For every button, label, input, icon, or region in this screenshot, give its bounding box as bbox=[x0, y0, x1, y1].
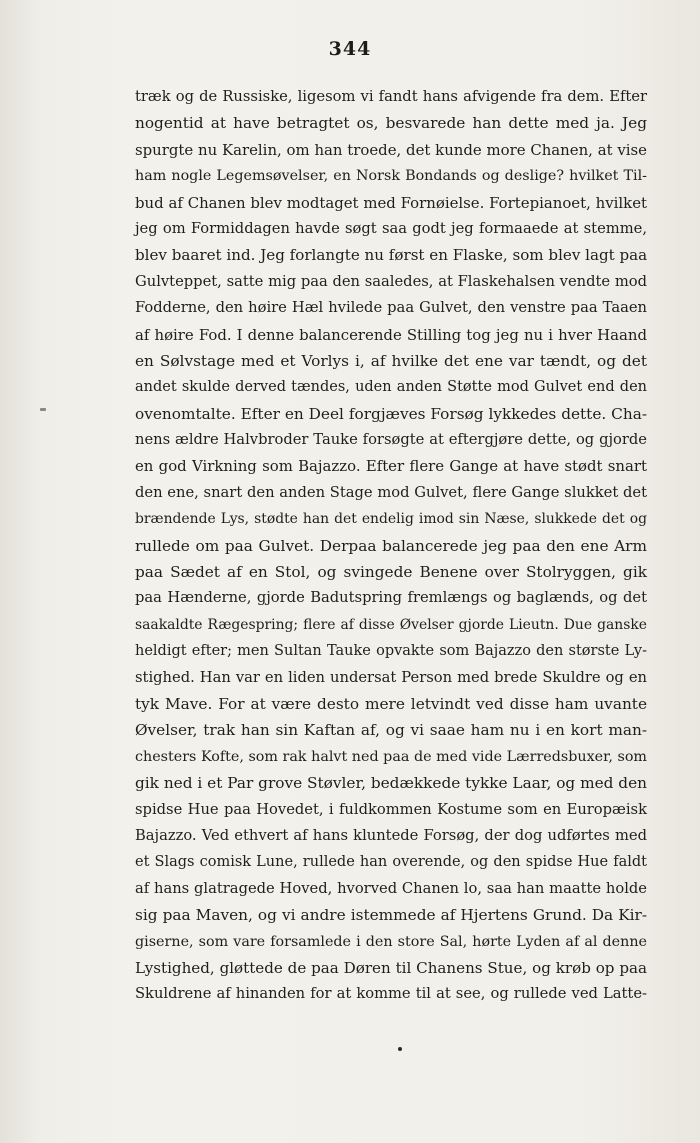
margin-speck bbox=[40, 408, 46, 411]
text-line: en Sølvstage med et Vorlys i, af hvilke det ene var tændt, og det bbox=[135, 351, 647, 370]
text-line: Fodderne, den høire Hæl hvilede paa Gulvet, den venstre paa Taaen bbox=[135, 299, 647, 317]
text-line: chesters Kofte, som rak halvt ned paa de med vide Lærredsbuxer, som bbox=[135, 748, 647, 765]
text-line: ham nogle Legemsøvelser, en Norsk Bondands og deslige? hvilket Til- bbox=[135, 168, 647, 185]
text-line: ovenomtalte. Efter en Deel forgjæves Forsøg lykkedes dette. Cha- bbox=[135, 404, 647, 423]
text-line: den ene, snart den anden Stage mod Gulvet, flere Gange slukket det bbox=[135, 483, 647, 501]
text-line: giserne, som vare forsamlede i den store Sal, hørte Lyden af al denne bbox=[135, 933, 647, 950]
text-line: sig paa Maven, og vi andre istemmede af Hjertens Grund. Da Kir- bbox=[135, 906, 647, 925]
text-line: saakaldte Rægespring; flere af disse Øvelser gjorde Lieutn. Due ganske bbox=[135, 616, 647, 633]
text-line: Lystighed, gløttede de paa Døren til Chanens Stue, og krøb op paa bbox=[135, 958, 647, 977]
text-line: bud af Chanen blev modtaget med Fornøielse. Fortepianoet, hvilket bbox=[135, 193, 647, 212]
body-text bbox=[135, 84, 647, 1008]
text-line: rullede om paa Gulvet. Derpaa balancerede jeg paa den ene Arm bbox=[135, 536, 647, 555]
text-line: tyk Mave. For at være desto mere letvindt ved disse ham uvante bbox=[135, 694, 647, 713]
text-line: spidse Hue paa Hovedet, i fuldkommen Kostume som en Europæisk bbox=[135, 800, 647, 818]
text-line: af hans glatragede Hoved, hvorved Chanen lo, saa han maatte holde bbox=[135, 879, 647, 897]
text-line: paa Sædet af en Stol, og svingede Benene over Stolryggen, gik bbox=[135, 563, 647, 582]
text-line: gik ned i et Par grove Støvler, bedækkede tykke Laar, og med den bbox=[135, 774, 647, 793]
text-line: paa Hænderne, gjorde Badutspring fremlængs og baglænds, og det bbox=[135, 589, 647, 607]
page-number: 344 bbox=[328, 38, 372, 60]
text-line: nens ældre Halvbroder Tauke forsøgte at eftergjøre dette, og gjorde bbox=[135, 431, 647, 449]
text-line: Øvelser, trak han sin Kaftan af, og vi saae ham nu i en kort man- bbox=[135, 721, 647, 740]
text-line: Bajazzo. Ved ethvert af hans kluntede Forsøg, der dog udførtes med bbox=[135, 826, 647, 844]
text-line: træk og de Russiske, ligesom vi fandt hans afvigende fra dem. Efter bbox=[135, 88, 647, 105]
text-line: blev baaret ind. Jeg forlangte nu først en Flaske, som blev lagt paa bbox=[135, 246, 648, 265]
text-line: brændende Lys, stødte han det endelig imod sin Næse, slukkede det og bbox=[135, 511, 647, 528]
text-line: heldigt efter; men Sultan Tauke opvakte som Bajazzo den største Ly- bbox=[135, 643, 647, 660]
text-line: nogentid at have betragtet os, besvarede han dette med ja. Jeg bbox=[135, 114, 647, 133]
text-line: andet skulde derved tændes, uden anden Støtte mod Gulvet end den bbox=[135, 379, 647, 396]
text-line: et Slags comisk Lune, rullede han overende, og den spidse Hue faldt bbox=[135, 854, 647, 871]
text-line: Gulvteppet, satte mig paa den saaledes, at Flaskehalsen vendte mod bbox=[135, 272, 647, 290]
ink-dot bbox=[398, 1047, 402, 1051]
text-line: jeg om Formiddagen havde søgt saa godt jeg formaaede at stemme, bbox=[135, 219, 647, 237]
text-line: stighed. Han var en liden undersat Person med brede Skuldre og en bbox=[135, 668, 647, 686]
text-line: Skuldrene af hinanden for at komme til at see, og rullede ved Latte- bbox=[135, 985, 647, 1003]
text-line: af høire Fod. I denne balancerende Stilling tog jeg nu i hver Haand bbox=[135, 325, 647, 344]
text-line: spurgte nu Karelin, om han troede, det kunde more Chanen, at vise bbox=[135, 140, 647, 159]
text-line: en god Virkning som Bajazzo. Efter flere Gange at have stødt snart bbox=[135, 457, 647, 476]
